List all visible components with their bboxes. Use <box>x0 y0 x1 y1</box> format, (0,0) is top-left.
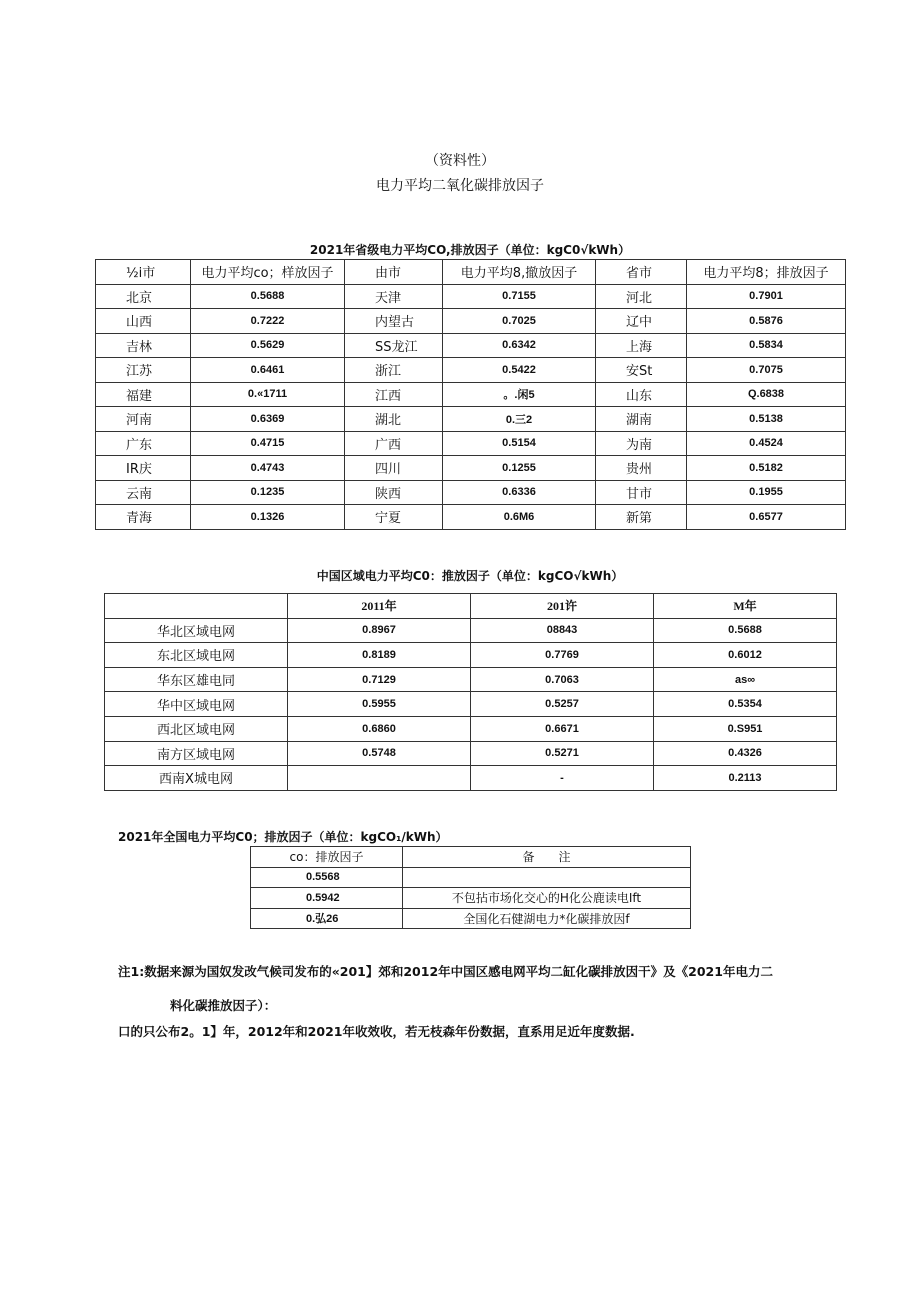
table-cell: 。.闲5 <box>443 382 596 407</box>
header-cell: 省市 <box>596 260 687 285</box>
table-cell: 0.«1711 <box>191 382 345 407</box>
table-cell: 甘市 <box>596 480 687 505</box>
table-cell: 0.6369 <box>191 407 345 432</box>
table-cell: 不包拈市场化交心的H化公鹿读电Ift <box>403 888 691 909</box>
table-cell: 0.7901 <box>687 284 846 309</box>
table-cell: 0.弘26 <box>251 908 403 929</box>
table-row <box>96 382 846 407</box>
table-cell: 0.5138 <box>687 407 846 432</box>
table-cell <box>288 766 471 791</box>
table-row <box>251 908 691 929</box>
table-cell: 东北区域电网 <box>105 643 288 668</box>
table-cell: 08843 <box>471 618 654 643</box>
table1-caption: 2021年省级电力平均CO,排放因子（单位：kgC0√kWh） <box>309 243 631 257</box>
table-cell: 湖北 <box>345 407 443 432</box>
table-cell: 四川 <box>345 456 443 481</box>
table-cell: 0.4743 <box>191 456 345 481</box>
table-cell: 0.6860 <box>288 716 471 741</box>
provincial-factor-table <box>95 259 846 530</box>
table-cell: 云南 <box>96 480 191 505</box>
national-factor-table <box>250 846 691 929</box>
table-cell: 0.7222 <box>191 309 345 334</box>
table-row <box>105 692 837 717</box>
table-cell: 0.1235 <box>191 480 345 505</box>
table-cell: 0.1326 <box>191 505 345 530</box>
table-cell: 广东 <box>96 431 191 456</box>
table-cell: 全国化石健湖电力*化碳排放因f <box>403 908 691 929</box>
table-cell: 0.4524 <box>687 431 846 456</box>
table-cell: Q.6838 <box>687 382 846 407</box>
table-cell: 0.5422 <box>443 358 596 383</box>
document-title: 电力平均二氧化碳排放因子 <box>376 178 544 194</box>
header-cell: co：排放因子 <box>251 847 403 868</box>
table-cell: 青海 <box>96 505 191 530</box>
table-cell: 0.5271 <box>471 741 654 766</box>
table-row <box>105 667 837 692</box>
header-cell: 备 注 <box>403 847 691 868</box>
table-row <box>105 618 837 643</box>
table-row <box>96 505 846 530</box>
table-cell: 天津 <box>345 284 443 309</box>
table-cell: 0.5629 <box>191 333 345 358</box>
table-cell: 0.1955 <box>687 480 846 505</box>
table-cell: 0.6012 <box>654 643 837 668</box>
table-cell: 0.2113 <box>654 766 837 791</box>
header-cell: 电力平均co；样放因子 <box>191 260 345 285</box>
table-row <box>105 643 837 668</box>
table-cell: - <box>471 766 654 791</box>
document-tag: （资料性） <box>425 153 495 169</box>
note-line: 注1:数据来源为国奴发改气候司发布的«201】郊和2012年中国区感电网平均二缸化碳排放因干》及《2021年电力二 <box>118 964 773 979</box>
table-row <box>96 480 846 505</box>
table-cell: 福建 <box>96 382 191 407</box>
header-cell: 2011年 <box>288 594 471 619</box>
table-cell: 0.6342 <box>443 333 596 358</box>
table-cell: 为南 <box>596 431 687 456</box>
table-cell: 新第 <box>596 505 687 530</box>
table-header-row <box>251 847 691 868</box>
table-cell: 0.7025 <box>443 309 596 334</box>
table-cell: 0.5257 <box>471 692 654 717</box>
table-cell: 0.5568 <box>251 867 403 888</box>
table-row <box>251 867 691 888</box>
table-cell: 0.5748 <box>288 741 471 766</box>
header-cell: 由市 <box>345 260 443 285</box>
table-cell: 西北区域电网 <box>105 716 288 741</box>
table-cell: 河北 <box>596 284 687 309</box>
table-cell: 0.7769 <box>471 643 654 668</box>
table-cell: 内望古 <box>345 309 443 334</box>
table-cell: 南方区域电网 <box>105 741 288 766</box>
table-cell: 0.S951 <box>654 716 837 741</box>
table-cell: 0.5154 <box>443 431 596 456</box>
table-cell: 宁夏 <box>345 505 443 530</box>
header-cell: M年 <box>654 594 837 619</box>
table-row <box>251 888 691 909</box>
table-cell: as∞ <box>654 667 837 692</box>
table-row <box>96 309 846 334</box>
table-cell: 0.三2 <box>443 407 596 432</box>
table-header-row <box>96 260 846 285</box>
table-cell: 广西 <box>345 431 443 456</box>
table-cell: 华东区雄电同 <box>105 667 288 692</box>
table-cell: 华北区域电网 <box>105 618 288 643</box>
table-cell: 北京 <box>96 284 191 309</box>
table-row <box>96 407 846 432</box>
table-cell: 0.8967 <box>288 618 471 643</box>
table-cell: 0.4326 <box>654 741 837 766</box>
table-cell: 0.5354 <box>654 692 837 717</box>
table-row <box>96 358 846 383</box>
table-cell: 0.4715 <box>191 431 345 456</box>
table-cell: 华中区域电网 <box>105 692 288 717</box>
table-cell: 0.5942 <box>251 888 403 909</box>
table-cell: 江苏 <box>96 358 191 383</box>
table-cell: 安St <box>596 358 687 383</box>
table-row <box>96 431 846 456</box>
table-row <box>105 741 837 766</box>
table-cell: 0.5182 <box>687 456 846 481</box>
table-cell: 0.7075 <box>687 358 846 383</box>
table-row <box>96 333 846 358</box>
table-cell: 0.7063 <box>471 667 654 692</box>
table-cell: 陕西 <box>345 480 443 505</box>
regional-grid-table <box>104 593 837 791</box>
header-cell <box>105 594 288 619</box>
header-cell: 电力平均8,撤放因子 <box>443 260 596 285</box>
table-cell: 西南X城电网 <box>105 766 288 791</box>
table-cell: 湖南 <box>596 407 687 432</box>
table-row <box>105 766 837 791</box>
table-cell: 0.7129 <box>288 667 471 692</box>
table-cell: 贵州 <box>596 456 687 481</box>
table-header-row <box>105 594 837 619</box>
table-cell: IR庆 <box>96 456 191 481</box>
table-cell: 0.5876 <box>687 309 846 334</box>
table-cell: 0.6M6 <box>443 505 596 530</box>
table-cell: 0.6671 <box>471 716 654 741</box>
table-cell <box>403 867 691 888</box>
note-line: 口的只公布2。1】年，2012年和2021年收效收，若无枝森年份数据，直系用足近年度数据. <box>118 1024 635 1039</box>
header-cell: 201许 <box>471 594 654 619</box>
table-cell: 0.7155 <box>443 284 596 309</box>
table-row <box>96 284 846 309</box>
table2-caption: 中国区域电力平均C0：推放因子（单位：kgCO√kWh） <box>316 569 624 583</box>
table-cell: 0.5688 <box>654 618 837 643</box>
table-cell: 0.1255 <box>443 456 596 481</box>
table-row <box>96 456 846 481</box>
table-cell: 0.8189 <box>288 643 471 668</box>
table-cell: 河南 <box>96 407 191 432</box>
table-cell: 山东 <box>596 382 687 407</box>
table-cell: 0.5834 <box>687 333 846 358</box>
table-cell: 辽中 <box>596 309 687 334</box>
table-cell: 山西 <box>96 309 191 334</box>
table-row <box>105 716 837 741</box>
table-cell: 吉林 <box>96 333 191 358</box>
table-cell: 上海 <box>596 333 687 358</box>
table-cell: 0.5688 <box>191 284 345 309</box>
table-cell: 0.6577 <box>687 505 846 530</box>
note-line: 料化碳推放因子）： <box>170 998 277 1013</box>
table-cell: 0.6336 <box>443 480 596 505</box>
header-cell: ½i市 <box>96 260 191 285</box>
table-cell: 0.6461 <box>191 358 345 383</box>
table-cell: 0.5955 <box>288 692 471 717</box>
header-cell: 电力平均8；排放因子 <box>687 260 846 285</box>
table-cell: 浙江 <box>345 358 443 383</box>
table-cell: 江西 <box>345 382 443 407</box>
table3-caption: 2021年全国电力平均C0；排放因子（单位：kgCO₁/kWh） <box>118 830 448 844</box>
table-cell: SS龙江 <box>345 333 443 358</box>
